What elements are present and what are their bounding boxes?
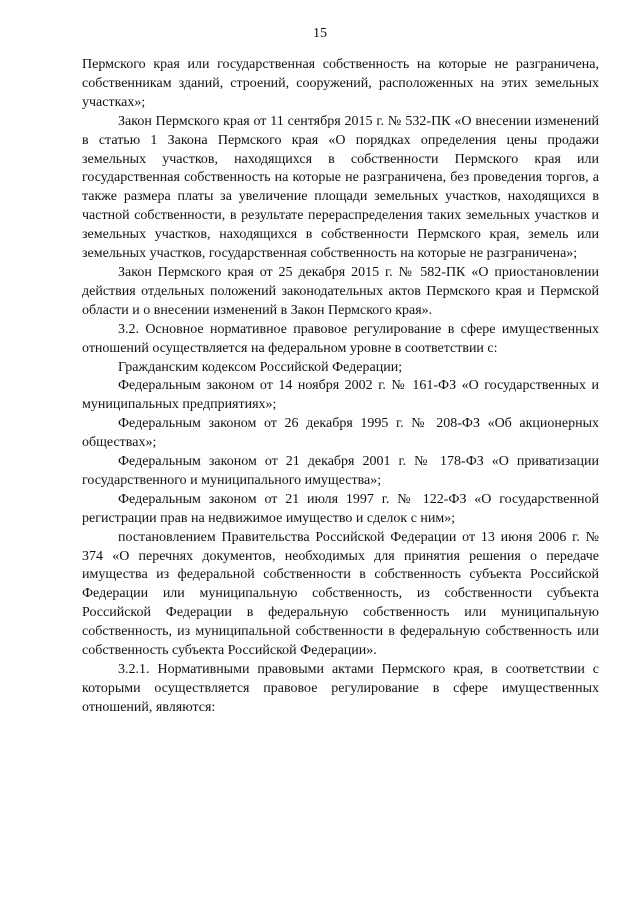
paragraph: Федеральным законом от 21 июля 1997 г. № 122-ФЗ «О государственной регистрации прав на недвижимое имущество и сделок с ним»;	[82, 491, 599, 526]
paragraph: Федеральным законом от 21 декабря 2001 г. № 178-ФЗ «О приватизации государственного и муниципального имущества»;	[82, 454, 599, 488]
paragraph: 3.2.1. Нормативными правовыми актами Пермского края, в соответствии с которыми осуществляется правовое регулирование в сфере имущественных отношений, являются:	[82, 662, 599, 715]
paragraph: 3.2. Основное нормативное правовое регулирование в сфере имущественных отношений осуществляется на федеральном уровне в соответствии с:	[82, 321, 599, 356]
paragraph: Закон Пермского края от 25 декабря 2015 г. № 582-ПК «О приостановлении действия отдельных положений законодательных актов Пермского края и Пермской области и о внесении изменений в Закон Пермского края».	[82, 264, 599, 318]
page-number: 15	[313, 26, 327, 41]
paragraph: постановлением Правительства Российской Федерации от 13 июня 2006 г. № 374 «О перечнях документов, необходимых для принятия решения о передаче имущества из федеральной собственности в собственность субъекта Российской Федерации или муниципальную собственность, из собственности субъекта Российской Федерации в федеральную собственность или муниципальную собственность, из муниципальной собственности в федеральную собственность или собственность субъекта Российской Федерации».	[82, 529, 599, 659]
paragraph: Закон Пермского края от 11 сентября 2015 г. № 532-ПК «О внесении изменений в статью 1 Закона Пермского края «О порядках определения цены продажи земельных участков, находящихся в собственности Пермского края или государственная собственность на которые не разграничена, без проведения торгов, а также размера платы за увеличение площади земельных участков, находящихся в частной собственности, в результате перераспределения таких земельных участков и земельных участков, находящихся в собственности Пермского края, земель или земельных участков, государственная собственность на которые не разграничена»;	[82, 113, 599, 262]
paragraph: Пермского края или государственная собственность на которые не разграничена, собственникам зданий, строений, сооружений, расположенных на этих земельных участках»;	[82, 57, 599, 110]
paragraph: Федеральным законом от 26 декабря 1995 г. № 208-ФЗ «Об акционерных обществах»;	[82, 416, 599, 451]
document-body	[82, 56, 599, 718]
paragraph: Федеральным законом от 14 ноября 2002 г. № 161-ФЗ «О государственных и муниципальных предприятиях»;	[82, 378, 599, 413]
paragraph: Гражданским кодексом Российской Федерации;	[118, 359, 403, 375]
